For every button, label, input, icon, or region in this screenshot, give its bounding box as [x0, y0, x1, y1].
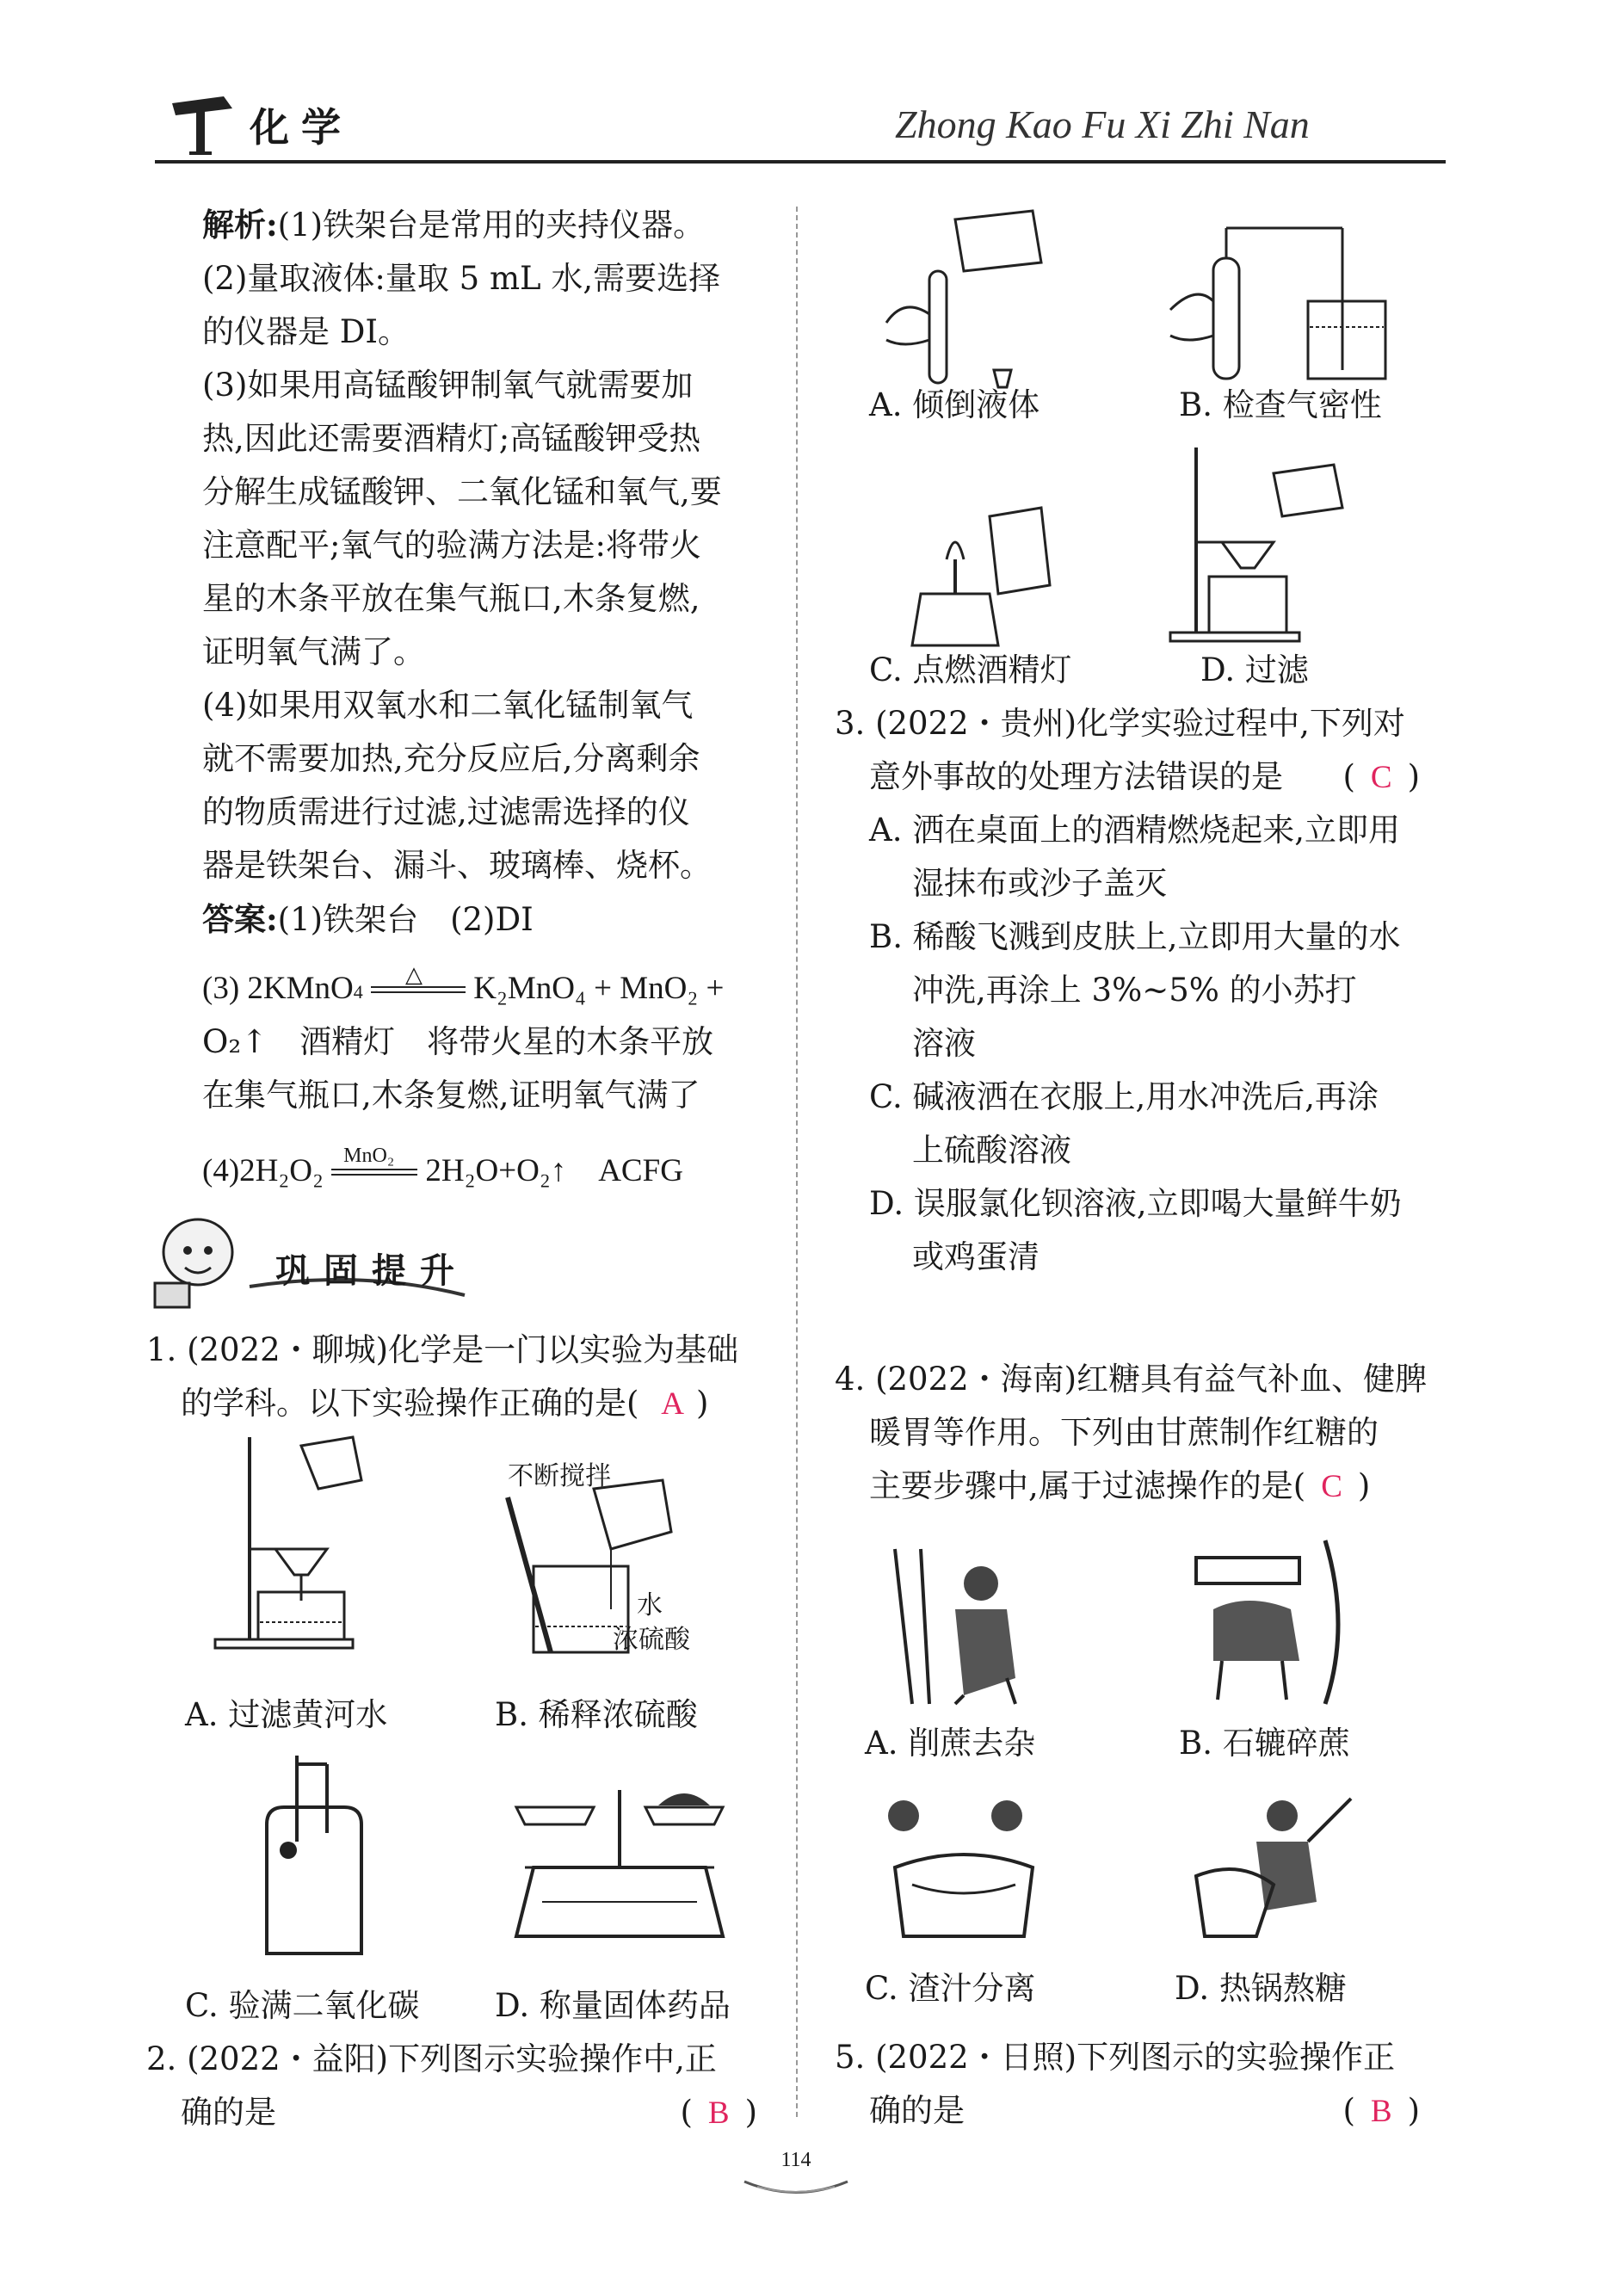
answer-3-line2: O₂↑ 酒精灯 将带火星的木条平放 — [202, 1023, 714, 1060]
q4-answer: C — [1321, 1469, 1342, 1504]
q3-choice: 湿抹布或沙子盖灭 — [912, 865, 1167, 902]
q3-choice: B. 稀酸飞溅到皮肤上,立即用大量的水 — [869, 918, 1401, 955]
q3-choice: A. 洒在桌面上的酒精燃烧起来,立即用 — [869, 812, 1401, 849]
q3-line2-text: 意外事故的处理方法错误的是 — [869, 758, 1283, 795]
q2-option-a: A. 倾倒液体 — [869, 386, 1040, 423]
answer-1: (1)铁架台 (2)DI — [277, 901, 534, 938]
q4-option-a: A. 削蔗去杂 — [865, 1725, 1036, 1762]
q2-option-c: C. 点燃酒精灯 — [869, 651, 1072, 688]
answer-3-prefix: (3) 2KMnO — [202, 971, 354, 1006]
q4-option-b: B. 石辘碎蔗 — [1179, 1725, 1350, 1762]
analysis-line: 注意配平;氧气的验满方法是:将带火 — [202, 527, 701, 564]
answer-label: 答案: — [202, 900, 278, 938]
q5-answer: B — [1370, 2094, 1392, 2129]
answer-4-prefix: (4)2H₂O₂ — [202, 1153, 324, 1188]
q3-answer: C — [1370, 760, 1392, 795]
q1-figure-a-filtration — [215, 1429, 370, 1656]
q3-choice: D. 误服氯化钡溶液,立即喝大量鲜牛奶 — [869, 1185, 1402, 1222]
analysis-line: 证明氧气满了。 — [202, 633, 425, 670]
analysis-line: (3)如果用高锰酸钾制氧气就需要加 — [202, 367, 694, 404]
analysis-line: 就不需要加热,充分反应后,分离剩余 — [202, 740, 700, 777]
q1-figure-c-bottle — [258, 1756, 370, 1966]
q1-option-d: D. 称量固体药品 — [495, 1987, 731, 2024]
q3-choice: 溶液 — [912, 1025, 976, 1062]
analysis-line: (1)铁架台是常用的夹持仪器。 — [277, 207, 706, 244]
analysis-line: 器是铁架台、漏斗、玻璃棒、烧杯。 — [202, 847, 712, 884]
q3-choice: C. 碱液洒在衣服上,用水冲洗后,再涂 — [869, 1078, 1379, 1115]
q1-line2-text: 的学科。以下实验操作正确的是( — [181, 1385, 639, 1422]
q2-line1: 2. (2022・益阳)下列图示实验操作中,正 — [146, 2040, 717, 2077]
q4-option-c: C. 渣汁分离 — [865, 1970, 1036, 2007]
q2-answer: B — [707, 2095, 730, 2131]
q4-figure-a — [886, 1549, 1041, 1707]
q4-option-d: D. 热锅熬糖 — [1175, 1970, 1347, 2007]
analysis-line: 的仪器是 DI。 — [202, 313, 410, 350]
header-series: Zhong Kao Fu Xi Zhi Nan — [895, 102, 1310, 146]
q4-line3-text: 主要步骤中,属于过滤操作的是 — [869, 1467, 1293, 1504]
q4-figure-d — [1188, 1790, 1360, 1948]
answer-4-rest: 2H₂O+O₂↑ ACFG — [425, 1153, 683, 1188]
q3-line1: 3. (2022・贵州)化学实验过程中,下列对 — [835, 705, 1405, 742]
q2-figure-d-filter — [1170, 447, 1360, 649]
header-logo-icon — [163, 86, 241, 158]
analysis-line: 的物质需进行过滤,过滤需选择的仪 — [202, 793, 690, 830]
q5-line2-text: 确的是 — [869, 2092, 965, 2129]
q3-line2: 意外事故的处理方法错误的是 ( C ) — [869, 758, 1420, 795]
q3-choice: 或鸡蛋清 — [912, 1238, 1040, 1275]
q4-figure-c — [878, 1790, 1050, 1948]
q4-line3: 主要步骤中,属于过滤操作的是( C ) — [869, 1467, 1371, 1504]
q2-figure-b-airtight — [1170, 207, 1394, 391]
q3-block — [835, 697, 1420, 1284]
analysis-line: 星的木条平放在集气瓶口,木条复燃, — [202, 580, 700, 617]
q2-figure-a-pour — [869, 202, 1067, 395]
analysis-line: (4)如果用双氧水和二氧化锰制氧气 — [202, 687, 694, 724]
catalyst-arrow — [331, 1144, 417, 1191]
column-separator — [796, 207, 798, 2117]
q4-block — [835, 1353, 1427, 1514]
q2-option-d: D. 过滤 — [1200, 651, 1309, 688]
q1-option-a: A. 过滤黄河水 — [185, 1696, 388, 1733]
page-number: 114 — [780, 2149, 811, 2171]
heat-condition: △ — [404, 961, 423, 987]
section-title: 巩固提升 — [275, 1250, 468, 1291]
q1-answer: A — [661, 1386, 684, 1422]
label-acid: 浓硫酸 — [613, 1625, 690, 1655]
q2-option-b: B. 检查气密性 — [1179, 386, 1382, 423]
analysis-line: 热,因此还需要酒精灯;高锰酸钾受热 — [202, 420, 701, 457]
q1-line1: 1. (2022・聊城)化学是一门以实验为基础 — [146, 1331, 739, 1368]
label-water: 水 — [637, 1590, 663, 1620]
q4-line1: 4. (2022・海南)红糖具有益气补血、健脾 — [835, 1361, 1428, 1398]
q5-line1: 5. (2022・日照)下列图示的实验操作正 — [835, 2039, 1396, 2076]
q4-figure-b — [1179, 1540, 1351, 1707]
q1-option-c: C. 验满二氧化碳 — [185, 1987, 420, 2024]
answer-3-line3: 在集气瓶口,木条复燃,证明氧气满了 — [202, 1077, 700, 1114]
answer-3-eq: K₂MnO₄ + MnO₂ + — [473, 971, 725, 1006]
q1-option-b: B. 稀释浓硫酸 — [495, 1696, 698, 1733]
q2-line2-text: 确的是 — [181, 2094, 276, 2131]
analysis-label: 解析: — [202, 206, 278, 244]
header-subject: 化学 — [250, 104, 353, 151]
answer-3-line1: (3) 2KMnO4 △ K₂MnO₄ + MnO₂ + — [202, 962, 724, 1019]
q1-figure-d-balance — [499, 1764, 740, 1948]
q5-block — [835, 2031, 1420, 2138]
q2-figure-c-lamp — [895, 482, 1067, 657]
analysis-line: (2)量取液体:量取 5 mL 水,需要选择 — [202, 260, 721, 297]
analysis-block — [202, 198, 722, 947]
q3-choice: 上硫酸溶液 — [912, 1132, 1071, 1169]
header-rule — [155, 160, 1446, 164]
q5-line2: 确的是 ( B ) — [869, 2092, 1420, 2129]
q2-line2: 确的是 ( B ) — [181, 2094, 757, 2131]
answer-4 — [202, 1145, 683, 1198]
reaction-arrow — [371, 961, 466, 1009]
analysis-line: 分解生成锰酸钾、二氧化锰和氧气,要 — [202, 473, 722, 510]
q3-choice: 冲洗,再涂上 3%~5% 的小苏打 — [912, 972, 1357, 1009]
q1-line2: 的学科。以下实验操作正确的是( A ) — [181, 1385, 709, 1422]
mascot-icon — [163, 1219, 232, 1285]
catalyst-condition: MnO₂ — [343, 1144, 395, 1167]
label-stir: 不断搅拌 — [508, 1461, 611, 1491]
q4-line2: 暖胃等作用。下列由甘蔗制作红糖的 — [869, 1414, 1379, 1451]
